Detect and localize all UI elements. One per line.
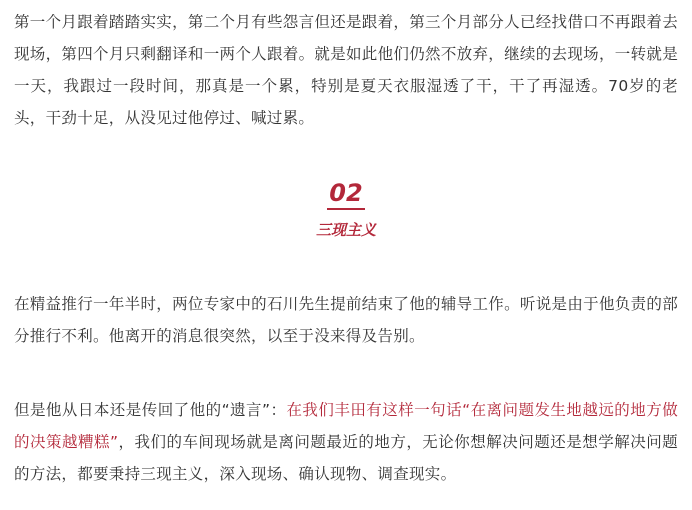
section-header: [0, 178, 692, 240]
section-subtitle: 三现主义: [315, 221, 376, 239]
section-number: 02: [327, 178, 364, 210]
paragraph-ishikawa-leaving: 在精益推行一年半时，两位专家中的石川先生提前结束了他的辅导工作。听说是由于他负责的部分推行不利。他离开的消息很突然，以至于没来得及告别。: [14, 295, 678, 345]
paragraph-last-words: [14, 394, 678, 490]
paragraph-field-visits: 第一个月跟着踏踏实实，第二个月有些怨言但还是跟着，第三个月部分人已经找借口不再跟着去现场，第四个月只剩翻译和一两个人跟着。就是如此他们仍然不放弃，继续的去现场，一转就是一天，我跟过一段时间，那真是一个累，特别是夏天衣服湿透了干，干了再湿透。70岁的老头，干劲十足，从没见过他停过、喊过累。: [14, 13, 678, 127]
last-words-tail: ，我们的车间现场就是离问题最近的地方，无论你想解决问题还是想学解决问题的方法，都要秉持三现主义，深入现场、确认现物、调查现实。: [14, 433, 678, 483]
toyota-quote: 在我们丰田有这样一句话“在离问题发生地越远的地方做的决策越糟糕”: [14, 401, 678, 451]
last-words-lead: 但是他从日本还是传回了他的“遗言”：: [14, 401, 287, 419]
